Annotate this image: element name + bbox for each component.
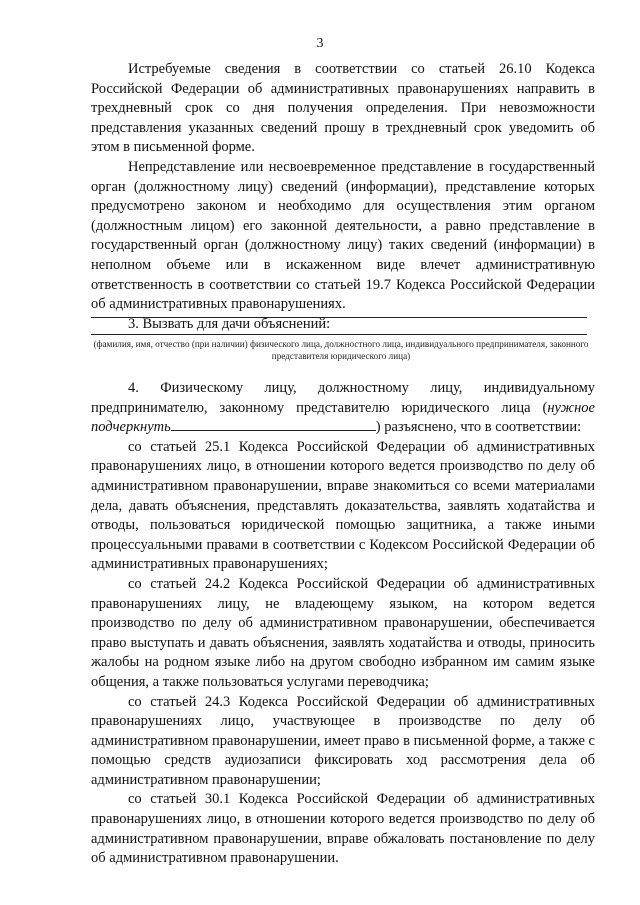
item4-blank xyxy=(171,419,376,431)
paragraph-item-4 xyxy=(91,379,595,438)
paragraph-art-24-3: со статьей 24.3 Кодекса Российской Федерации об административных правонарушениях лицо, участвующее в производстве по делу об административном правонарушении, имеет право в письменной форме, а также с помощью средств аудиозаписи фиксировать ход рассмотрения дела об административном правонарушении; xyxy=(91,693,595,788)
paragraph-art-24-2: со статьей 24.2 Кодекса Российской Федерации об административных правонарушениях лицу, не владеющему языком, на котором ведется производство по делу об административном правонарушении, обеспечивается право выступать и давать объяснения, заявлять ходатайства и отводы, приносить жалобы на родном языке либо на другом свободно избранном им самим языке общения, а также пользоваться услугами переводчика; xyxy=(91,575,595,690)
paragraph-liability: Непредставление или несвоевременное представление в государственный орган (должностному лицу) сведений (информации), представление которых предусмотрено законом и необходимо для осуществления этим органом (должностным лицом) его законной деятельности, а равно представление в государственный орган (должностному лицу) таких сведений (информации) в неполном объеме или в искаженном виде влечет административную ответственность в соответствии со статьей 19.7 Кодекса Российской Федерации об административных правонарушениях. xyxy=(91,158,595,313)
blank-line-2 xyxy=(91,334,587,335)
paragraph-requested-info: Истребуемые сведения в соответствии со статьей 26.10 Кодекса Российской Федерации об административных правонарушениях направить в трехдневный срок со дня получения определения. При невозможности представления указанных сведений прошу в трехдневный срок уведомить об этом в письменной форме. xyxy=(91,61,595,156)
page-number: 3 xyxy=(316,36,324,51)
item4-italic: нужное подчеркнуть xyxy=(91,399,595,436)
item4-end: ) разъяснено, что в соответствии: xyxy=(375,419,582,436)
bottom-text-block xyxy=(91,379,595,869)
blank-line-1 xyxy=(91,317,587,318)
paragraph-summon: 3. Вызвать для дачи объяснений: xyxy=(128,315,331,332)
item4-start: 4. Физическому лицу, должностному лицу, индивидуальному предпринимателю, законному представителю юридического лица ( xyxy=(91,380,595,416)
top-text-block xyxy=(91,60,595,334)
paragraph-art-25-1: со статьей 25.1 Кодекса Российской Федерации об административных правонарушениях лицо, в отношении которого ведется производство по делу об административном правонарушении, вправе знакомиться со всеми материалами дела, давать объяснения, представлять доказательства, заявлять ходатайства и отводы, пользоваться юридической помощью защитника, а также иными процессуальными правами в соответствии с Кодексом Российской Федерации об административных правонарушениях; xyxy=(91,438,595,573)
field-caption: (фамилия, имя, отчество (при наличии) физического лица, должностного лица, индивидуального предпринимателя, законного представителя юридического лица) xyxy=(93,339,589,361)
paragraph-art-30-1: со статьей 30.1 Кодекса Российской Федерации об административных правонарушениях лицо, в отношении которого ведется производство по делу об административном правонарушении, вправе обжаловать постановление по делу об административном правонарушении. xyxy=(91,791,595,867)
